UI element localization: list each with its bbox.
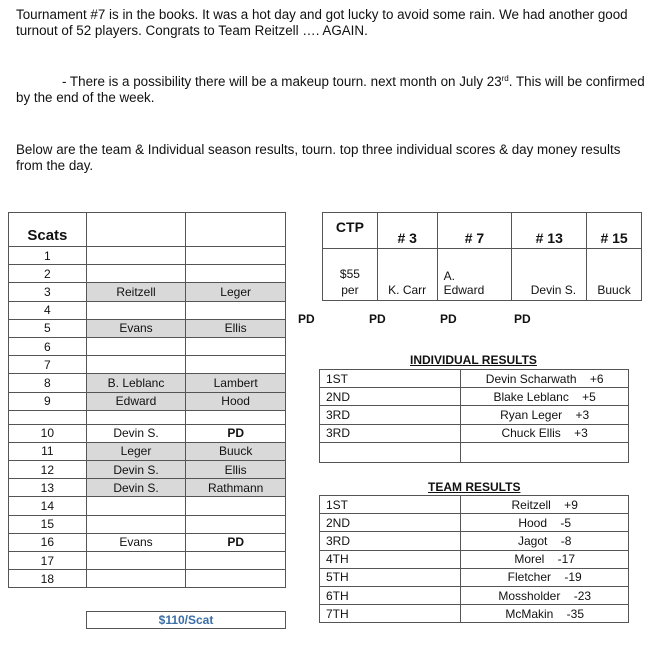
scat-player-b	[186, 301, 286, 319]
scat-hole-number: 7	[9, 356, 87, 374]
individual-result-place: 2ND	[320, 388, 461, 406]
ctp-header-row	[323, 213, 642, 249]
team-result-place: 1ST	[320, 496, 461, 514]
scat-player-b	[186, 265, 286, 283]
ctp-table	[322, 212, 642, 301]
team-result-row	[320, 496, 629, 514]
pd-label: PD	[369, 312, 386, 326]
scat-row	[9, 265, 286, 283]
scat-player-a: Devin S.	[86, 461, 186, 479]
scat-hole-number: 3	[9, 283, 87, 301]
scat-player-b: Ellis	[186, 461, 286, 479]
team-result-place: 5TH	[320, 568, 461, 586]
scat-hole-number: 2	[9, 265, 87, 283]
scat-row	[9, 497, 286, 515]
ctp-winner-15	[587, 249, 642, 301]
scat-row	[9, 461, 286, 479]
scat-row	[9, 247, 286, 265]
scat-player-a: Evans	[86, 319, 186, 337]
scats-header-cell	[86, 213, 186, 247]
team-result-name: McMakin -35	[461, 605, 629, 623]
scat-player-a: Devin S.	[86, 479, 186, 497]
individual-results-title: INDIVIDUAL RESULTS	[410, 353, 537, 367]
scat-player-a	[86, 337, 186, 355]
scat-player-a	[86, 497, 186, 515]
scat-hole-number: 6	[9, 337, 87, 355]
scat-player-a	[86, 247, 186, 265]
scat-hole-number: 18	[9, 570, 87, 588]
individual-result-row	[320, 388, 629, 406]
scat-row	[9, 552, 286, 570]
individual-result-blank-cell	[320, 442, 461, 462]
scat-row	[9, 337, 286, 355]
scat-player-b	[186, 552, 286, 570]
scat-player-a	[86, 265, 186, 283]
scat-player-a: Leger	[86, 442, 186, 460]
scat-row	[9, 319, 286, 337]
individual-result-blank-row	[320, 442, 629, 462]
ctp-money-amount: $55	[339, 267, 360, 281]
intro-paragraph: Tournament #7 is in the books. It was a hot day and got lucky to avoid some rain. We had another good turnout of 52 players. Congrats to Team Reitzell …. AGAIN.	[16, 7, 628, 38]
scat-player-a: Evans	[86, 533, 186, 551]
scats-title: Scats	[9, 213, 87, 247]
team-result-row	[320, 532, 629, 550]
individual-result-name: Blake Leblanc +5	[461, 388, 629, 406]
team-result-row	[320, 605, 629, 623]
team-result-place: 6TH	[320, 586, 461, 604]
makeup-superscript: rd	[501, 74, 509, 83]
team-result-place: 2ND	[320, 514, 461, 532]
scat-row	[9, 479, 286, 497]
scat-player-a	[86, 301, 186, 319]
ctp-label: CTP	[323, 213, 378, 249]
ctp-hole-3: # 3	[377, 213, 437, 249]
scat-row	[9, 301, 286, 319]
scat-player-b: Leger	[186, 283, 286, 301]
ctp-winner-7-name: Edward	[443, 283, 485, 297]
ctp-money-per: per	[341, 283, 359, 297]
ctp-winner-13	[512, 249, 587, 301]
scat-player-a	[86, 515, 186, 533]
ctp-hole-13: # 13	[512, 213, 587, 249]
scat-player-a	[86, 552, 186, 570]
scat-hole-number: 12	[9, 461, 87, 479]
individual-result-row	[320, 406, 629, 424]
individual-result-place: 1ST	[320, 370, 461, 388]
team-result-row	[320, 568, 629, 586]
scat-hole-number: 1	[9, 247, 87, 265]
scat-row	[9, 410, 286, 424]
team-results-table	[319, 495, 629, 623]
scat-hole-number: 13	[9, 479, 87, 497]
scat-hole-number: 8	[9, 374, 87, 392]
team-result-row	[320, 550, 629, 568]
scat-hole-number: 11	[9, 442, 87, 460]
scat-player-b: Ellis	[186, 319, 286, 337]
scat-hole-number: 4	[9, 301, 87, 319]
ctp-winner-3	[377, 249, 437, 301]
scat-player-b	[186, 247, 286, 265]
scat-row	[9, 356, 286, 374]
scat-player-b	[186, 497, 286, 515]
ctp-hole-7: # 7	[437, 213, 512, 249]
scat-row	[9, 515, 286, 533]
scat-player-a: Devin S.	[86, 424, 186, 442]
scat-row	[9, 442, 286, 460]
ctp-winner-3-name: K. Carr	[388, 283, 427, 297]
makeup-text-after: . This will be confirmed by the end of the week.	[16, 74, 645, 105]
ctp-winner-7	[437, 249, 512, 301]
scats-header-row	[9, 213, 286, 247]
scat-player-b	[186, 515, 286, 533]
scat-hole-number: 10	[9, 424, 87, 442]
team-result-name: Jagot -8	[461, 532, 629, 550]
individual-result-row	[320, 424, 629, 442]
scat-player-b: PD	[186, 533, 286, 551]
team-result-place: 7TH	[320, 605, 461, 623]
results-intro-paragraph: Below are the team & Individual season results, tourn. top three individual scores & day money results from the day.	[16, 142, 621, 173]
team-result-name: Mossholder -23	[461, 586, 629, 604]
scat-hole-number: 5	[9, 319, 87, 337]
team-result-name: Hood -5	[461, 514, 629, 532]
team-result-place: 4TH	[320, 550, 461, 568]
scat-row	[9, 570, 286, 588]
individual-results-table	[319, 369, 629, 463]
scat-player-b: PD	[186, 424, 286, 442]
scat-hole-number: 9	[9, 392, 87, 410]
scat-hole-number: 17	[9, 552, 87, 570]
scat-player-b: Rathmann	[186, 479, 286, 497]
ctp-money	[323, 249, 378, 301]
scat-row	[9, 283, 286, 301]
scat-total-value: $110/Scat	[86, 611, 286, 629]
scat-row	[9, 424, 286, 442]
team-result-row	[320, 586, 629, 604]
makeup-text-before: - There is a possibility there will be a makeup tourn. next month on July 23	[62, 74, 502, 89]
ctp-winners-row	[323, 249, 642, 301]
team-result-name: Reitzell +9	[461, 496, 629, 514]
scat-hole-number: 14	[9, 497, 87, 515]
scat-row	[9, 374, 286, 392]
scat-player-a: Edward	[86, 392, 186, 410]
individual-result-row	[320, 370, 629, 388]
scat-player-b: Lambert	[186, 374, 286, 392]
scat-player-a	[86, 356, 186, 374]
individual-result-name: Chuck Ellis +3	[461, 424, 629, 442]
makeup-paragraph	[16, 74, 646, 106]
scat-hole-number: 15	[9, 515, 87, 533]
scat-player-b: Hood	[186, 392, 286, 410]
scat-player-b	[186, 410, 286, 424]
team-result-name: Fletcher -19	[461, 568, 629, 586]
scat-player-a: Reitzell	[86, 283, 186, 301]
individual-result-place: 3RD	[320, 406, 461, 424]
scat-row	[9, 392, 286, 410]
team-result-row	[320, 514, 629, 532]
scat-player-b	[186, 337, 286, 355]
ctp-winner-13-name: Devin S.	[530, 283, 577, 297]
scat-player-b: Buuck	[186, 442, 286, 460]
pd-label: PD	[440, 312, 457, 326]
individual-result-name: Devin Scharwath +6	[461, 370, 629, 388]
ctp-winner-15-name: Buuck	[597, 283, 631, 297]
scat-player-a	[86, 570, 186, 588]
scat-row	[9, 533, 286, 551]
ctp-hole-15: # 15	[587, 213, 642, 249]
individual-result-place: 3RD	[320, 424, 461, 442]
individual-result-name: Ryan Leger +3	[461, 406, 629, 424]
scat-hole-number: 16	[9, 533, 87, 551]
team-result-name: Morel -17	[461, 550, 629, 568]
scats-header-cell	[186, 213, 286, 247]
scats-table	[8, 212, 286, 588]
individual-result-blank-cell	[461, 442, 629, 462]
team-results-title: TEAM RESULTS	[428, 480, 521, 494]
scat-hole-number	[9, 410, 87, 424]
ctp-winner-7-line1: A.	[443, 269, 455, 283]
scat-player-b	[186, 570, 286, 588]
scat-player-a	[86, 410, 186, 424]
team-result-place: 3RD	[320, 532, 461, 550]
scat-player-a: B. Leblanc	[86, 374, 186, 392]
pd-label: PD	[298, 312, 315, 326]
scat-player-b	[186, 356, 286, 374]
pd-label: PD	[514, 312, 531, 326]
